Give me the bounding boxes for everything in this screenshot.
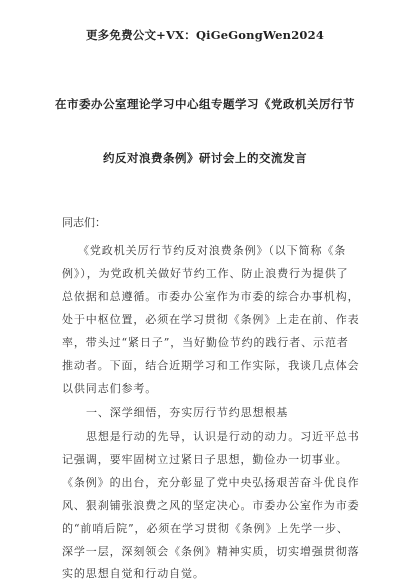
paragraph-line: 思想是行动的先导，认识是行动的动力。习近平总书 bbox=[86, 430, 360, 443]
document-title-line-1: 在市委办公室理论学习中心组专题学习《党政机关厉行节 bbox=[55, 97, 355, 111]
document-title-line-2: 约反对浪费条例》研讨会上的交流发言 bbox=[103, 151, 307, 165]
paragraph-line: 处于中枢位置，必须在学习贯彻《条例》上走在前、作表 bbox=[62, 313, 360, 326]
paragraph-line: 实的思想自觉和行动自觉。 bbox=[62, 567, 205, 580]
paragraph-line: 总依据和总遵循。市委办公室作为市委的综合办事机构， bbox=[62, 290, 360, 303]
paragraph-line: 记强调，要牢固树立过紧日子思想，勤俭办一切事业。 bbox=[62, 453, 348, 466]
paragraph-line: 率，带头过“紧日子”，当好勤俭节约的践行者、示范者 bbox=[62, 336, 349, 349]
paragraph-line: 例》），为党政机关做好节约工作、防止浪费行为提供了 bbox=[62, 267, 349, 280]
salutation: 同志们： bbox=[62, 216, 106, 229]
paragraph-line: 以供同志们参考。 bbox=[62, 382, 158, 395]
header-watermark-text: 更多免费公文+VX：QiGeGongWen2024 bbox=[85, 28, 325, 42]
paragraph-line: 的“前哨后院”，必须在学习贯彻《条例》上先学一步、 bbox=[62, 522, 349, 535]
paragraph-line: 深学一层，深刻领会《条例》精神实质，切实增强贯彻落 bbox=[62, 545, 360, 558]
paragraph-line: 《党政机关厉行节约反对浪费条例》（以下简称《条 bbox=[78, 244, 347, 257]
section-heading: 一、深学细悟，夯实厉行节约思想根基 bbox=[86, 406, 289, 419]
paragraph-line: 推动者。下面，结合近期学习和工作实际，我谈几点体会 bbox=[62, 359, 360, 372]
paragraph-line: 风、狠刹铺张浪费之风的坚定决心。市委办公室作为市委 bbox=[62, 499, 360, 512]
paragraph-line: 《条例》的出台，充分彰显了党中央弘扬艰苦奋斗优良作 bbox=[62, 476, 360, 489]
